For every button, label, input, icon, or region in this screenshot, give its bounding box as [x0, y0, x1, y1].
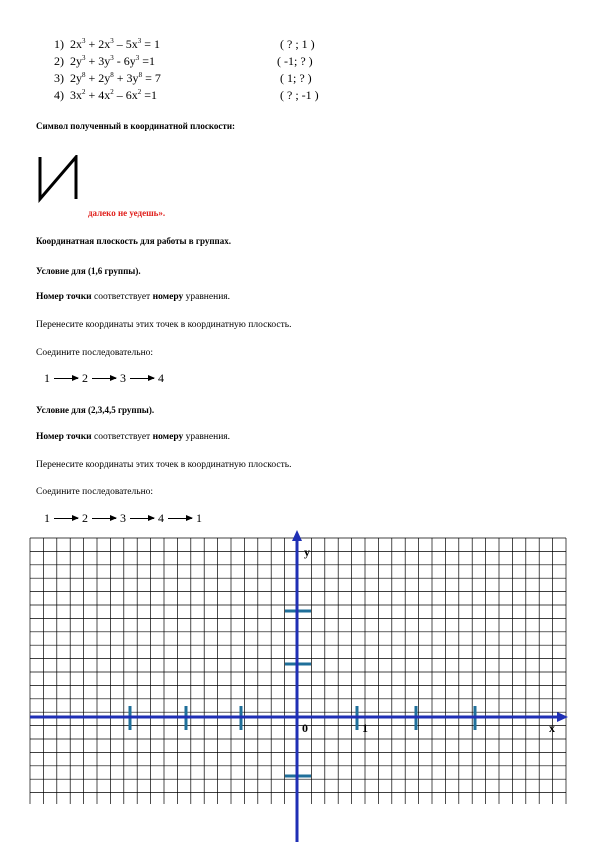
- answer-3: ( 1; ? ): [280, 71, 312, 85]
- y-axis-label: y: [304, 545, 310, 559]
- equation-number: 2): [54, 54, 64, 68]
- group2-point-rule: Номер точки соответствует номеру уравнения.: [36, 432, 231, 442]
- equation-4: 4) $3x^2 + 4x^2 - 6x^2 =1$: [54, 88, 158, 102]
- y-axis-arrow-icon: [292, 530, 302, 541]
- group1-sequence: 1 2 3 4: [44, 371, 164, 385]
- plane-heading: Координатная плоскость для работы в группах.: [36, 236, 231, 246]
- equation-3: 3) $2y^8 + 2y^8 + 3y^8 = 7$: [54, 71, 161, 85]
- symbol-note: далеко не уедешь».: [88, 208, 166, 218]
- equation-number: 3): [54, 71, 64, 85]
- origin-label: 0: [302, 721, 308, 735]
- equation-number: 1): [54, 37, 64, 51]
- axis-ticks: [130, 611, 475, 776]
- answer-2: ( -1; ? ): [277, 54, 313, 68]
- symbol-heading: Символ полученный в координатной плоскости:: [36, 121, 236, 131]
- group2-connect: Соедините последовательно:: [36, 487, 154, 497]
- answer-1: ( ? ; 1 ): [280, 37, 315, 51]
- group2-sequence: 1 2 3 4 1: [44, 511, 202, 525]
- group1-transfer: Перенесите координаты этих точек в координатную плоскость.: [36, 320, 292, 330]
- group2-condition: Условие для (2,3,4,5 группы).: [36, 405, 155, 415]
- equation-2: 2) $2y^3 + 3y^3 - 6y^3 =1$: [54, 54, 156, 68]
- group2-transfer: Перенесите координаты этих точек в координатную плоскость.: [36, 460, 292, 470]
- group1-point-rule: Номер точки соответствует номеру уравнения.: [36, 292, 231, 302]
- x-axis-label: x: [549, 721, 555, 735]
- answer-4: ( ? ; -1 ): [280, 88, 319, 102]
- unit-label: 1: [362, 721, 368, 735]
- equation-number: 4): [54, 88, 64, 102]
- equation-1: 1) $2x^3 + 2x^3 - 5x^3 = 1$: [54, 37, 161, 51]
- group1-connect: Соедините последовательно:: [36, 348, 154, 358]
- group1-condition: Условие для (1,6 группы).: [36, 266, 141, 276]
